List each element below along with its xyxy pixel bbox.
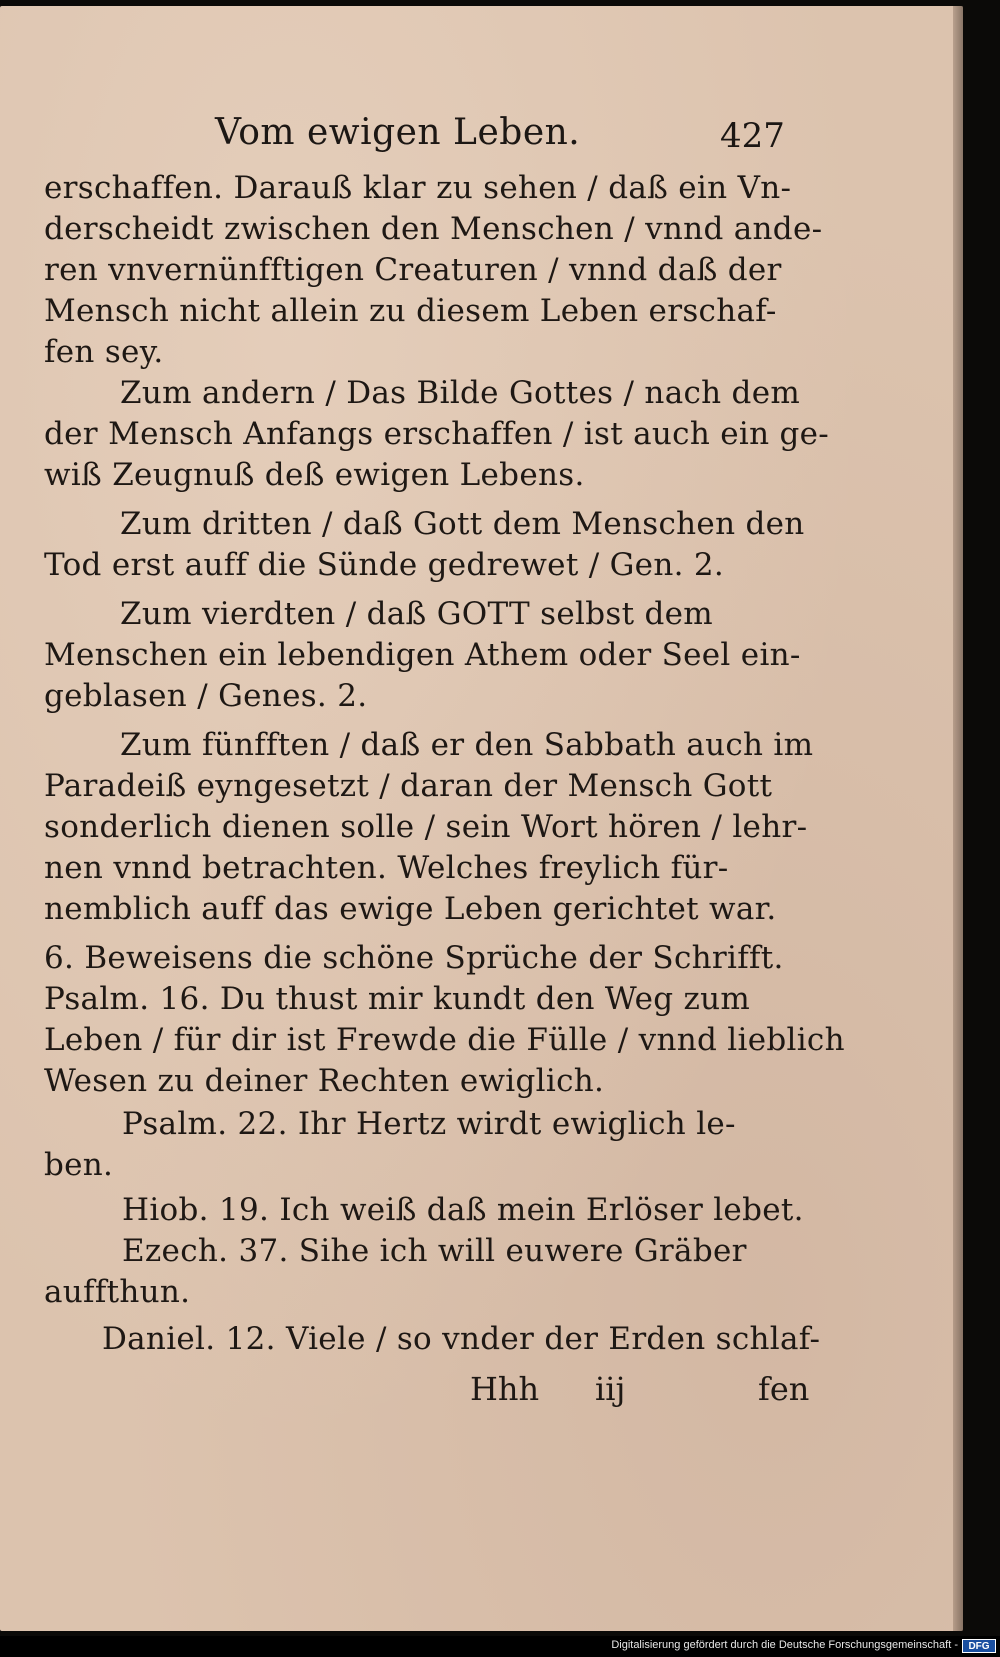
text-line: Zum vierdten / daß GOTT selbst dem [120, 596, 713, 632]
text-line: wiß Zeugnuß deß ewigen Lebens. [44, 457, 585, 493]
text-line: Zum andern / Das Bilde Gottes / nach dem [120, 375, 801, 411]
text-line: geblasen / Genes. 2. [44, 678, 368, 714]
page-edge-shadow [953, 6, 963, 1631]
text-line: Wesen zu deiner Rechten ewiglich. [44, 1063, 605, 1099]
text-line: Ezech. 37. Sihe ich will euwere Gräber [122, 1233, 747, 1269]
text-line: ren vnvernünfftigen Creaturen / vnnd daß der [44, 252, 782, 288]
funding-notice: Digitalisierung gefördert durch die Deutsche Forschungsgemeinschaft - [611, 1639, 958, 1651]
text-line: Psalm. 22. Ihr Hertz wirdt ewiglich le- [122, 1106, 736, 1142]
text-line: Paradeiß eyngesetzt / daran der Mensch Gott [44, 768, 773, 804]
page-number: 427 [720, 116, 785, 156]
dfg-logo[interactable]: DFG [962, 1639, 996, 1653]
text-line: fen sey. [44, 334, 164, 370]
text-line: nen vnnd betrachten. Welches freylich für- [44, 850, 729, 886]
text-line: auffthun. [44, 1274, 191, 1310]
text-line: Leben / für dir ist Frewde die Fülle / vnnd lieblich [44, 1022, 845, 1058]
text-line: derscheidt zwischen den Menschen / vnnd ande- [44, 211, 823, 247]
text-line: 6. Beweisens die schöne Sprüche der Schrifft. [44, 940, 784, 976]
text-line: Mensch nicht allein zu diesem Leben erschaf- [44, 293, 777, 329]
text-line: Hiob. 19. Ich weiß daß mein Erlöser lebet. [122, 1192, 804, 1228]
text-line: der Mensch Anfangs erschaffen / ist auch ein ge- [44, 416, 830, 452]
signature-mark: Hhh [470, 1370, 540, 1408]
footer-bar [0, 1636, 1000, 1657]
text-line: ben. [44, 1147, 114, 1183]
text-line: Menschen ein lebendigen Athem oder Seel ein- [44, 637, 801, 673]
text-line: Tod erst auff die Sünde gedrewet / Gen. 2. [44, 547, 725, 583]
text-line: Zum fünfften / daß er den Sabbath auch im [120, 727, 814, 763]
running-header: Vom ewigen Leben. [215, 112, 581, 153]
text-line: nemblich auff das ewige Leben gerichtet war. [44, 891, 777, 927]
text-line: Daniel. 12. Viele / so vnder der Erden schlaf- [102, 1321, 821, 1357]
text-line: sonderlich dienen solle / sein Wort hören / lehr- [44, 809, 808, 845]
text-line: erschaffen. Darauß klar zu sehen / daß ein Vn- [44, 170, 792, 206]
signature-numeral: iij [595, 1370, 626, 1408]
catchword: fen [758, 1370, 810, 1408]
text-line: Zum dritten / daß Gott dem Menschen den [120, 506, 805, 542]
text-line: Psalm. 16. Du thust mir kundt den Weg zum [44, 981, 751, 1017]
